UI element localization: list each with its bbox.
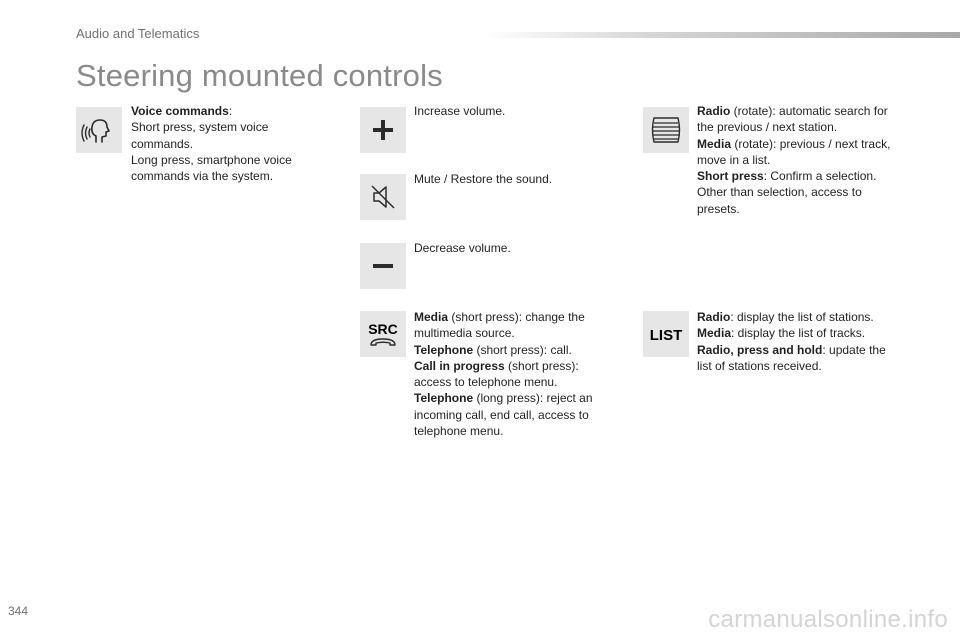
wheel-media-label: Media xyxy=(697,136,732,151)
mute-description: Mute / Restore the sound. xyxy=(414,172,553,186)
src-telephone-long-text: (long press): reject an incoming call, end call, access to telephone menu. xyxy=(414,391,593,439)
src-call-label: Call in progress xyxy=(414,358,505,373)
voice-commands-description xyxy=(131,103,331,184)
src-media-text: (short press): change the multimedia source. xyxy=(414,310,585,341)
src-description xyxy=(414,309,604,439)
src-telephone-text: (short press): call. xyxy=(473,342,572,357)
list-media-label: Media xyxy=(697,326,732,341)
src-icon-label: SRC xyxy=(368,321,398,337)
list-hold-label: Radio, press and hold xyxy=(697,342,823,357)
src-telephone-icon xyxy=(360,311,406,357)
list-radio-text: : display the list of stations. xyxy=(730,310,874,324)
list-icon-label: LIST xyxy=(649,327,683,344)
minus-icon xyxy=(360,243,406,289)
list-radio-label: Radio xyxy=(697,310,731,324)
increase-volume-description: Increase volume. xyxy=(414,104,506,118)
wheel-media-text: (rotate): previous / next track, move in a list. xyxy=(697,136,891,167)
wheel-radio-label: Radio xyxy=(697,104,731,118)
mute-icon xyxy=(360,174,406,220)
header-section-title: Audio and Telematics xyxy=(76,26,200,41)
list-hold-text: : update the list of stations received. xyxy=(697,342,886,373)
src-media-label: Media xyxy=(414,310,449,324)
voice-label: Voice commands xyxy=(131,104,229,118)
src-telephone-long-label: Telephone xyxy=(414,391,474,406)
src-telephone-label: Telephone xyxy=(414,342,474,357)
decrease-volume-description: Decrease volume. xyxy=(414,241,511,255)
voice-colon: : xyxy=(228,104,233,118)
thumbwheel-icon xyxy=(643,107,689,153)
watermark: carmanualsonline.info xyxy=(708,606,948,633)
page-number: 344 xyxy=(8,604,29,618)
wheel-radio-text: (rotate): automatic search for the previous / next station. xyxy=(697,104,888,135)
plus-icon xyxy=(360,107,406,153)
wheel-short-press-text: : Confirm a selection. Other than selection, access to presets. xyxy=(697,169,877,216)
list-media-text: : display the list of tracks. xyxy=(731,326,866,341)
thumbwheel-description xyxy=(697,103,902,217)
src-call-text: (short press): access to telephone menu. xyxy=(414,358,579,390)
voice-command-icon xyxy=(76,107,122,153)
voice-short-press: Short press, system voice commands. xyxy=(131,120,269,151)
wheel-short-press-label: Short press xyxy=(697,169,764,184)
voice-long-press: Long press, smartphone voice commands via the system. xyxy=(131,152,292,184)
header-rule xyxy=(484,32,960,38)
list-description xyxy=(697,309,902,374)
list-icon xyxy=(643,311,689,357)
page-title: Steering mounted controls xyxy=(76,58,443,93)
